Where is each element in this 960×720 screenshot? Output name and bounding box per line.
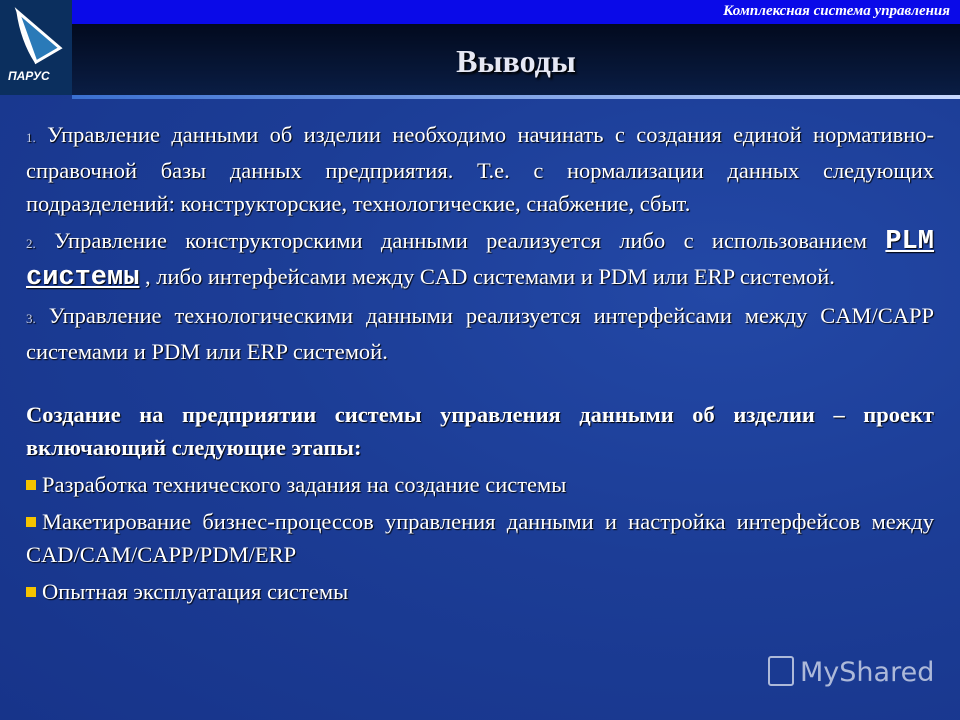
bullet-icon [26,480,36,490]
svg-text:ПАРУС: ПАРУС [8,69,50,83]
stage-item: Разработка технического задания на создание системы [26,468,934,501]
watermark: MyShared [768,656,934,688]
plm-link[interactable]: PLM системы [26,227,934,293]
project-heading: Создание на предприятии системы управления данными об изделии – проект включающий следующие этапы: [26,402,934,460]
stage-item: Опытная эксплуатация системы [26,575,934,608]
conclusion-1: 1. Управление данными об изделии необходимо начинать с создания единой нормативно-справочной базы данных предприятия. Т.е. с нормализации данных следующих подразделений: конструкторские, технологические, снабжение, сбыт. [26,122,935,216]
presentation-icon [768,656,794,686]
conclusion-3: 3. Управление технологическими данными реализуется интерфейсами между CAM/CAPP системами и PDM или ERP системой. [26,303,934,364]
slide-title: Выводы [456,43,576,79]
bullet-icon [26,517,36,527]
parus-logo [0,0,72,95]
stage-item: Макетирование бизнес-процессов управления данными и настройка интерфейсов между CAD/CAM/CAPP/PDM/ERP [26,509,934,567]
slide-content [26,118,934,612]
title-band [72,24,960,95]
divider [72,95,960,99]
slide-subtitle: Комплексная система управления [723,3,950,19]
top-bar [72,0,960,24]
bullet-icon [26,587,36,597]
conclusion-2: 2. Управление конструкторскими данными реализуется либо с использованием PLM системы , либо интерфейсами между CAD системами и PDM или ERP системой. [26,227,934,293]
